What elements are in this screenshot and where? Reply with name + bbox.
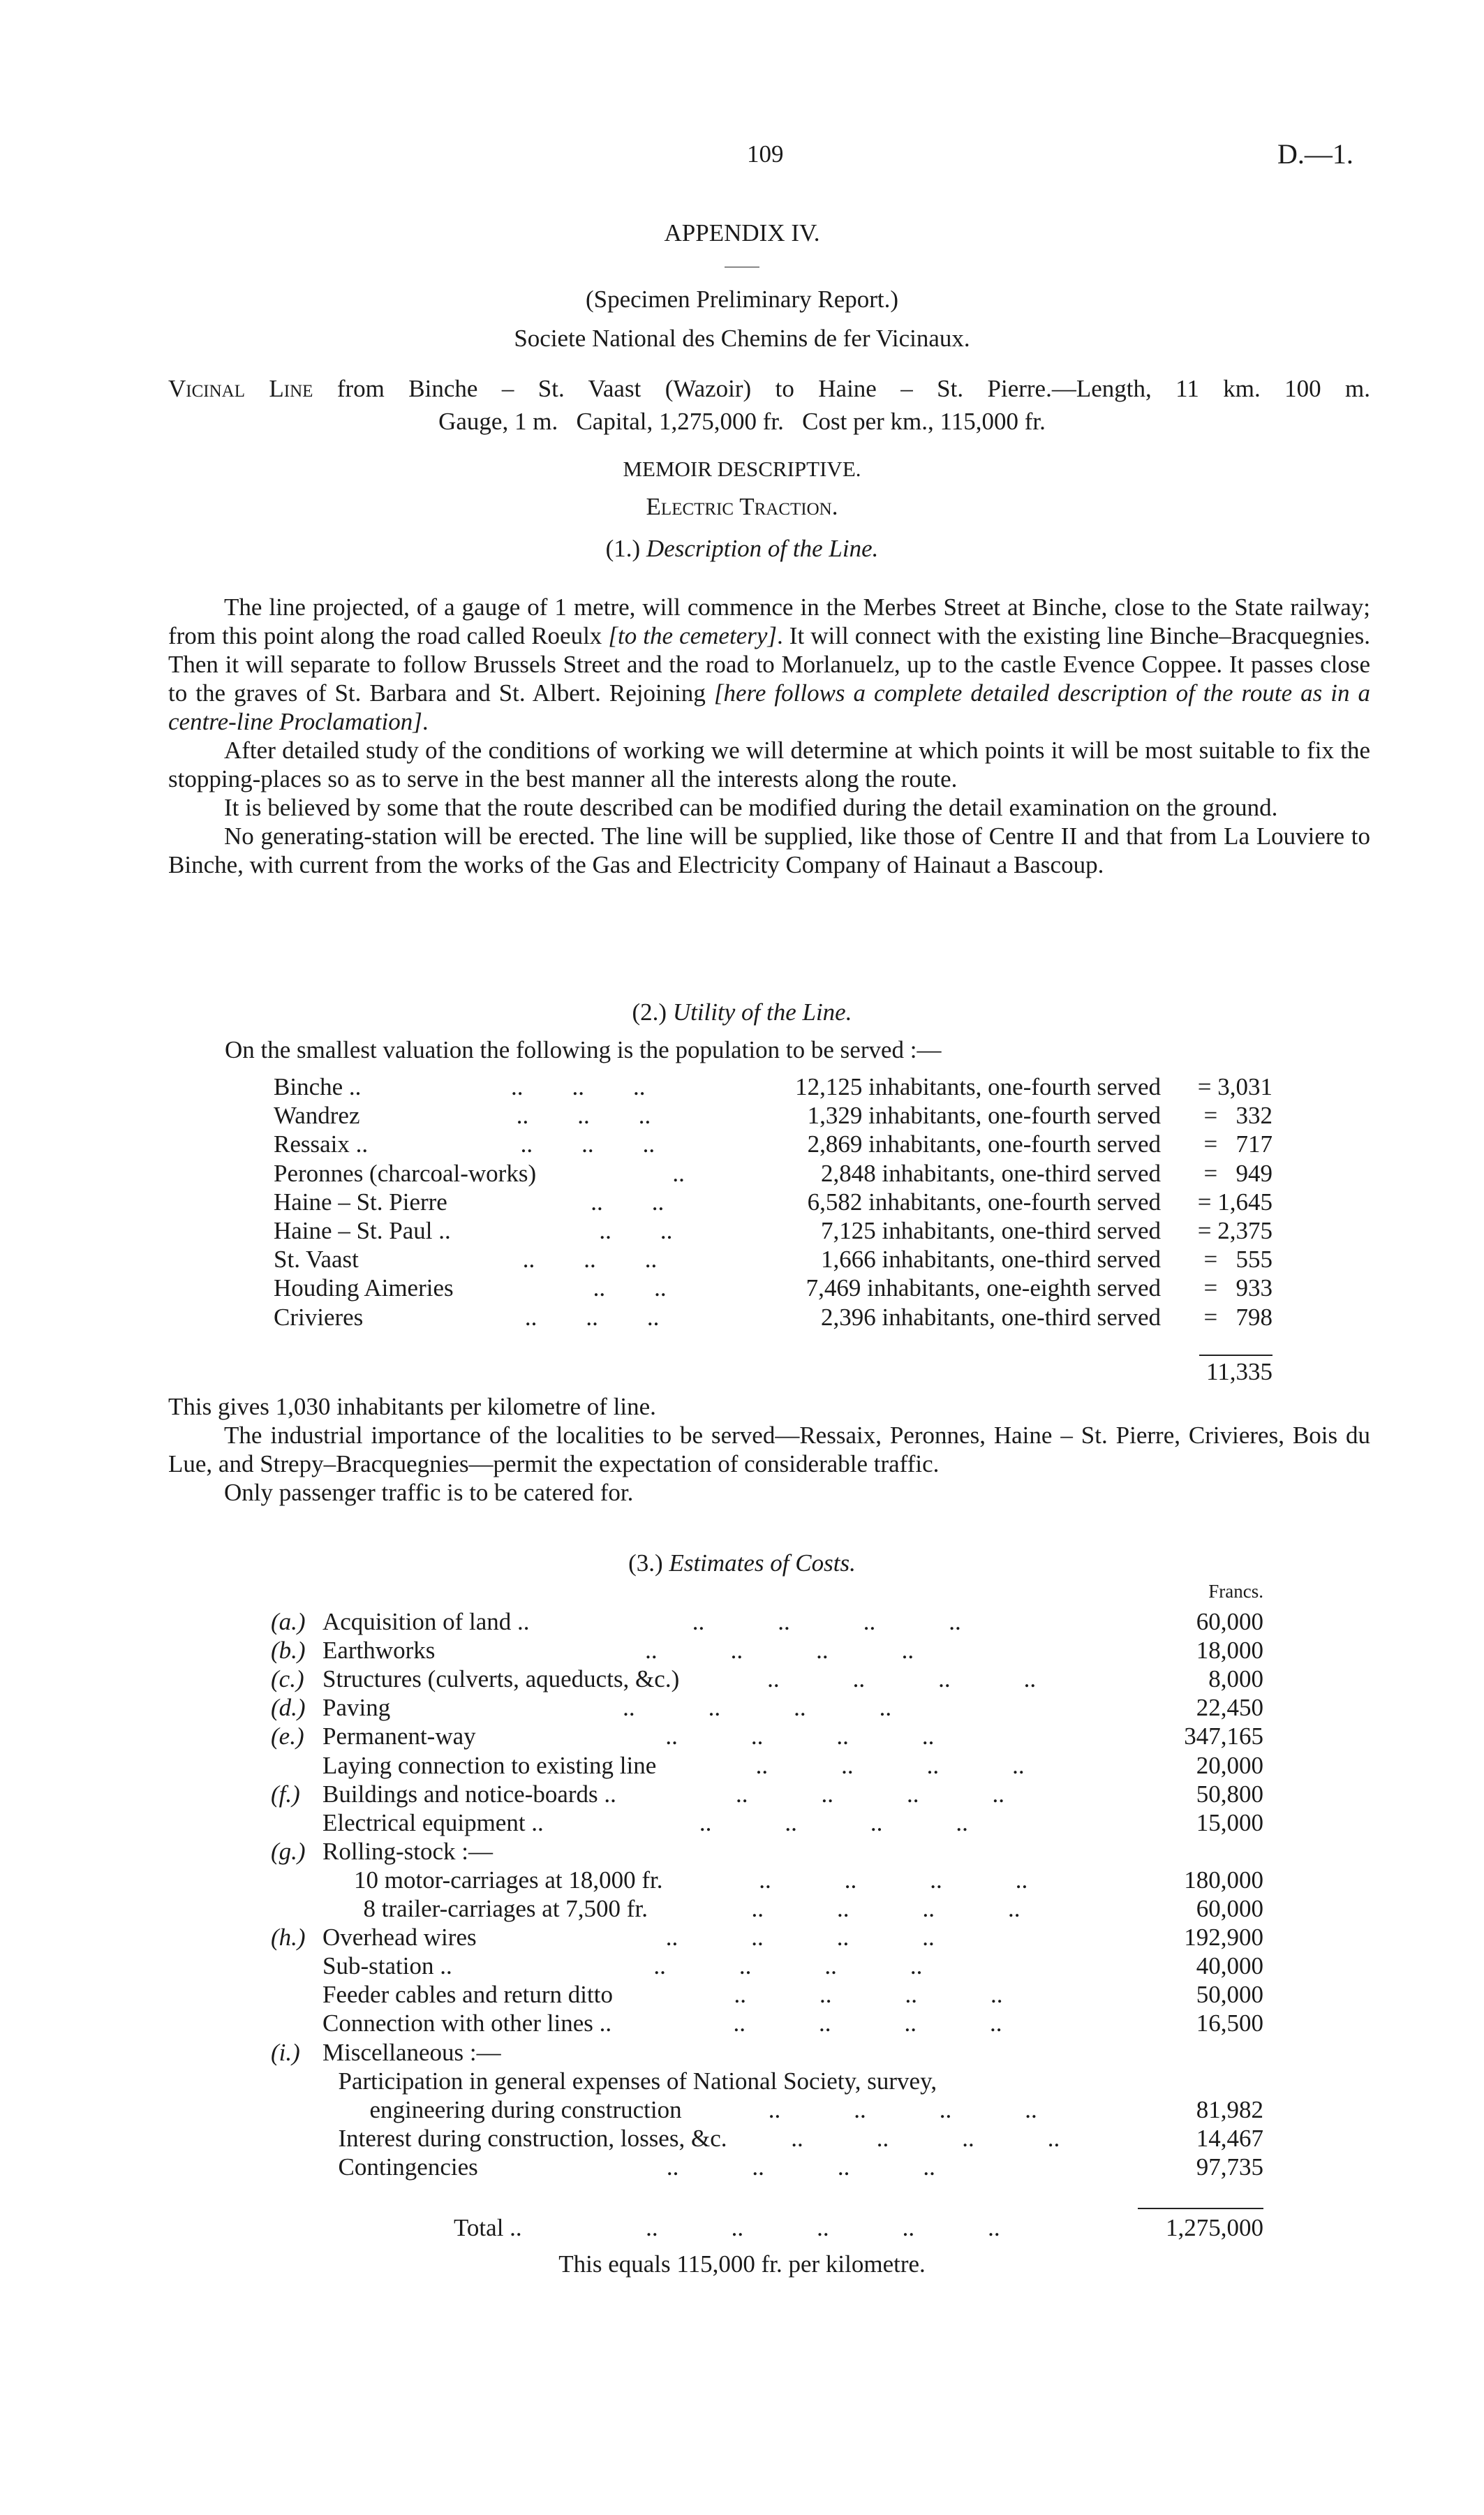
total-row xyxy=(454,2213,1263,2242)
section3-heading xyxy=(0,1549,1484,1577)
cost-row xyxy=(322,1837,1263,1866)
item-label: Feeder cables and return ditto xyxy=(322,1981,613,2009)
item-value: 20,000 xyxy=(1196,1751,1263,1779)
population-row xyxy=(274,1303,1272,1332)
cost-row xyxy=(322,1808,1263,1837)
item-label: Paving xyxy=(322,1694,391,1722)
page-number: 109 xyxy=(747,140,784,168)
leader-dots: .. .. .. xyxy=(522,1246,658,1274)
traction-heading: Electric Traction. xyxy=(646,493,838,520)
item-value: 60,000 xyxy=(1196,1895,1263,1922)
item-key: (i.) xyxy=(271,2038,300,2066)
section-number: (3.) xyxy=(628,1549,663,1577)
served-count: = 798 xyxy=(1203,1303,1272,1331)
section-number: (2.) xyxy=(632,998,667,1026)
cost-row xyxy=(322,1722,1263,1750)
total-value: 1,275,000 xyxy=(1166,2214,1263,2241)
leader-dots: .. .. .. xyxy=(516,1102,651,1130)
item-key: (d.) xyxy=(271,1694,306,1722)
paragraph: This gives 1,030 inhabitants per kilometre of line. xyxy=(168,1393,656,1420)
item-key: (f.) xyxy=(271,1780,300,1808)
item-value: 22,450 xyxy=(1196,1694,1263,1722)
place-name: Haine – St. Paul .. xyxy=(274,1217,451,1244)
item-value: 180,000 xyxy=(1184,1866,1263,1894)
inhabitants-count: 1,666 inhabitants, one-third served xyxy=(821,1246,1161,1274)
item-label: Earthworks xyxy=(322,1637,436,1665)
served-count: = 717 xyxy=(1203,1130,1272,1158)
leader-dots: .. .. .. .. xyxy=(735,1780,1004,1808)
inhabitants-count: 1,329 inhabitants, one-fourth served xyxy=(807,1102,1161,1130)
leader-dots: .. .. .. .. xyxy=(665,1723,935,1750)
item-value: 14,467 xyxy=(1196,2124,1263,2152)
total-dots: .. .. .. .. .. xyxy=(646,2214,1000,2241)
leader-dots: .. .. .. .. xyxy=(751,1895,1021,1922)
item-value: 8,000 xyxy=(1208,1665,1263,1693)
francs-unit: Francs. xyxy=(1208,1581,1263,1602)
leader-dots: .. .. .. .. xyxy=(767,1665,1037,1693)
cost-row xyxy=(322,1980,1263,2009)
place-name: Peronnes (charcoal-works) xyxy=(274,1159,537,1187)
item-key: (g.) xyxy=(271,1837,306,1865)
item-value: 97,735 xyxy=(1196,2153,1263,2181)
leader-dots: .. .. .. xyxy=(524,1303,660,1331)
item-label: Connection with other lines .. xyxy=(322,2009,612,2037)
cost-row xyxy=(322,1693,1263,1722)
place-name: Binche .. xyxy=(274,1073,362,1100)
served-count: = 555 xyxy=(1203,1246,1272,1274)
cost-row xyxy=(322,1952,1263,1980)
served-count: = 2,375 xyxy=(1197,1217,1272,1244)
paragraph: Only passenger traffic is to be catered for. xyxy=(224,1479,634,1506)
inhabitants-count: 6,582 inhabitants, one-fourth served xyxy=(807,1188,1161,1216)
item-value: 192,900 xyxy=(1184,1924,1263,1952)
population-row xyxy=(274,1159,1272,1188)
item-key: (h.) xyxy=(271,1924,306,1952)
total-label: Total .. xyxy=(454,2214,522,2241)
memoir-heading: MEMOIR DESCRIPTIVE. xyxy=(623,457,861,481)
item-value: 60,000 xyxy=(1196,1608,1263,1635)
item-label: Acquisition of land .. xyxy=(322,1608,530,1635)
leader-dots: .. .. .. .. xyxy=(791,2124,1060,2152)
leader-dots: .. .. .. .. xyxy=(699,1808,968,1836)
section-title: Description of the Line. xyxy=(646,535,879,562)
item-value: 15,000 xyxy=(1196,1808,1263,1836)
item-value: 40,000 xyxy=(1196,1952,1263,1980)
item-label: 8 trailer-carriages at 7,500 fr. xyxy=(363,1895,648,1922)
paragraph: It is believed by some that the route described can be modified during the detail examination on the ground. xyxy=(224,794,1278,821)
leader-dots: .. .. .. .. xyxy=(653,1952,923,1980)
item-value: 347,165 xyxy=(1184,1723,1263,1750)
cost-row xyxy=(322,1636,1263,1665)
leader-dots: .. .. .. xyxy=(520,1130,655,1158)
cost-row xyxy=(322,1923,1263,1952)
total-rule xyxy=(1199,1355,1272,1356)
leader-dots: .. .. xyxy=(591,1188,665,1216)
served-count: = 3,031 xyxy=(1197,1073,1272,1100)
item-label: Electrical equipment .. xyxy=(322,1808,544,1836)
section2-body xyxy=(168,1392,1370,1507)
item-label: engineering during construction xyxy=(369,2095,682,2123)
total-rule xyxy=(1138,2208,1263,2209)
item-label: Structures (culverts, aqueducts, &c.) xyxy=(322,1665,680,1693)
place-name: Haine – St. Pierre xyxy=(274,1188,447,1216)
item-label: Miscellaneous :— xyxy=(322,2038,501,2066)
population-row xyxy=(274,1245,1272,1274)
item-label: Contingencies xyxy=(338,2153,478,2181)
cost-row xyxy=(370,2095,1264,2124)
served-count: = 1,645 xyxy=(1197,1188,1272,1216)
vicinal-line-label: Vicinal Line xyxy=(168,375,313,402)
item-label: Interest during construction, losses, &c. xyxy=(338,2124,727,2152)
population-row xyxy=(274,1072,1272,1101)
inhabitants-count: 2,848 inhabitants, one-third served xyxy=(821,1159,1161,1187)
section1-heading xyxy=(0,534,1484,563)
cost-row xyxy=(322,2038,1263,2067)
leader-dots: .. .. xyxy=(599,1217,673,1244)
leader-dots: .. .. .. .. xyxy=(734,1981,1003,2009)
leader-dots: .. .. .. .. xyxy=(645,1637,914,1665)
section-title: Estimates of Costs. xyxy=(669,1549,856,1577)
leader-dots: .. .. .. .. xyxy=(665,1924,935,1952)
item-value: 50,000 xyxy=(1196,1981,1263,2009)
item-label: 10 motor-carriages at 18,000 fr. xyxy=(354,1866,663,1894)
population-row xyxy=(274,1130,1272,1158)
route-length: from Binche – St. Vaast (Wazoir) to Haine – St. Pierre.—Length, 11 km. 100 m. xyxy=(336,375,1371,402)
inhabitants-count: 2,396 inhabitants, one-third served xyxy=(821,1303,1161,1331)
cost-row xyxy=(339,2124,1264,2153)
society-name: Societe National des Chemins de fer Vicinaux. xyxy=(514,325,970,352)
population-row xyxy=(274,1274,1272,1302)
section-number: (1.) xyxy=(605,535,641,562)
line-route xyxy=(168,374,1370,403)
item-label: Buildings and notice-boards .. xyxy=(322,1780,616,1808)
item-key: (c.) xyxy=(271,1665,304,1693)
item-label: Sub-station .. xyxy=(322,1952,452,1980)
cost-row xyxy=(322,1665,1263,1693)
item-label: Rolling-stock :— xyxy=(322,1837,494,1865)
paragraph: No generating-station will be erected. The line will be supplied, like those of Centre II and that from La Louviere to Binche, with current from the works of the Gas and Electricity Company of Hainaut a Bascoup. xyxy=(168,823,1370,878)
cost-per-km: This equals 115,000 fr. per kilometre. xyxy=(558,2250,926,2278)
item-value: 81,982 xyxy=(1196,2095,1263,2123)
section2-heading xyxy=(0,998,1484,1026)
served-count: = 933 xyxy=(1203,1274,1272,1302)
cost-row xyxy=(322,1607,1263,1636)
line-capital: Gauge, 1 m. Capital, 1,275,000 fr. Cost per km., 115,000 fr. xyxy=(438,408,1046,435)
leader-dots: .. .. .. .. xyxy=(759,1866,1028,1894)
cost-row xyxy=(322,1780,1263,1808)
population-row xyxy=(274,1101,1272,1130)
place-name: St. Vaast xyxy=(274,1246,359,1274)
section-title: Utility of the Line. xyxy=(672,998,852,1026)
served-count: = 332 xyxy=(1203,1102,1272,1130)
item-key: (a.) xyxy=(271,1608,306,1635)
cost-row xyxy=(364,1894,1264,1923)
item-key: (b.) xyxy=(271,1637,306,1665)
population-intro: On the smallest valuation the following is the population to be served :— xyxy=(225,1036,942,1063)
leader-dots: .. .. xyxy=(593,1274,667,1302)
population-total: 11,335 xyxy=(1206,1358,1272,1385)
item-value: 50,800 xyxy=(1196,1780,1263,1808)
leader-dots: .. .. .. .. xyxy=(768,2095,1037,2123)
item-label: Laying connection to existing line xyxy=(322,1751,657,1779)
population-row xyxy=(274,1188,1272,1216)
leader-dots: .. .. .. .. xyxy=(623,1694,892,1722)
inhabitants-count: 2,869 inhabitants, one-fourth served xyxy=(807,1130,1161,1158)
place-name: Ressaix .. xyxy=(274,1130,369,1158)
section1-body xyxy=(168,593,1370,879)
document-reference: D.—1. xyxy=(1277,138,1353,170)
leader-dots: .. xyxy=(672,1159,685,1187)
item-label: Participation in general expenses of National Society, survey, xyxy=(338,2067,937,2095)
cost-row xyxy=(354,1866,1263,1894)
leader-dots: .. .. .. .. xyxy=(733,2009,1002,2037)
cost-row xyxy=(322,1751,1263,1780)
paragraph: After detailed study of the conditions of working we will determine at which points it will be most suitable to fix the stopping-places so as to serve in the best manner all the interests along the route. xyxy=(168,737,1370,792)
item-value: 18,000 xyxy=(1196,1637,1263,1665)
place-name: Houding Aimeries xyxy=(274,1274,454,1302)
paragraph: The line projected, of a gauge of 1 metre, will commence in the Merbes Street at Binche, close to the State railway; from this point along the road called Roeulx [to the cemetery]. It will connect with the existing line Binche–Bracquegnies. Then it will separate to follow Brussels Street and the road to Morlanuelz, up to the castle Evence Coppee. It passes close to the graves of St. Barbara and St. Albert. Rejoining [here follows a complete detailed description of the route as in a centre-line Proclamation]. xyxy=(168,593,1371,735)
served-count: = 949 xyxy=(1203,1159,1272,1187)
item-label: Permanent-way xyxy=(322,1723,476,1750)
paragraph: The industrial importance of the localities to be served—Ressaix, Peronnes, Haine – St. Pierre, Crivieres, Bois du Lue, and Strepy–Bracquegnies—permit the expectation of considerable traffic. xyxy=(168,1422,1370,1477)
leader-dots: .. .. .. xyxy=(510,1073,646,1100)
leader-dots: .. .. .. .. xyxy=(755,1751,1025,1779)
cost-row xyxy=(339,2153,1264,2181)
cost-row xyxy=(322,2009,1263,2037)
leader-dots: .. .. .. .. xyxy=(666,2153,935,2181)
place-name: Wandrez xyxy=(274,1102,360,1130)
cost-row xyxy=(339,2067,1264,2095)
leader-dots: .. .. .. .. xyxy=(692,1608,961,1635)
item-key: (e.) xyxy=(271,1723,304,1750)
item-label: Overhead wires xyxy=(322,1924,477,1952)
inhabitants-count: 7,469 inhabitants, one-eighth served xyxy=(806,1274,1161,1302)
place-name: Crivieres xyxy=(274,1303,364,1331)
report-subtitle: (Specimen Preliminary Report.) xyxy=(585,286,899,313)
inhabitants-count: 7,125 inhabitants, one-third served xyxy=(821,1217,1161,1244)
appendix-heading: APPENDIX IV. xyxy=(664,219,820,246)
inhabitants-count: 12,125 inhabitants, one-fourth served xyxy=(795,1073,1161,1100)
population-row xyxy=(274,1216,1272,1245)
item-value: 16,500 xyxy=(1196,2009,1263,2037)
